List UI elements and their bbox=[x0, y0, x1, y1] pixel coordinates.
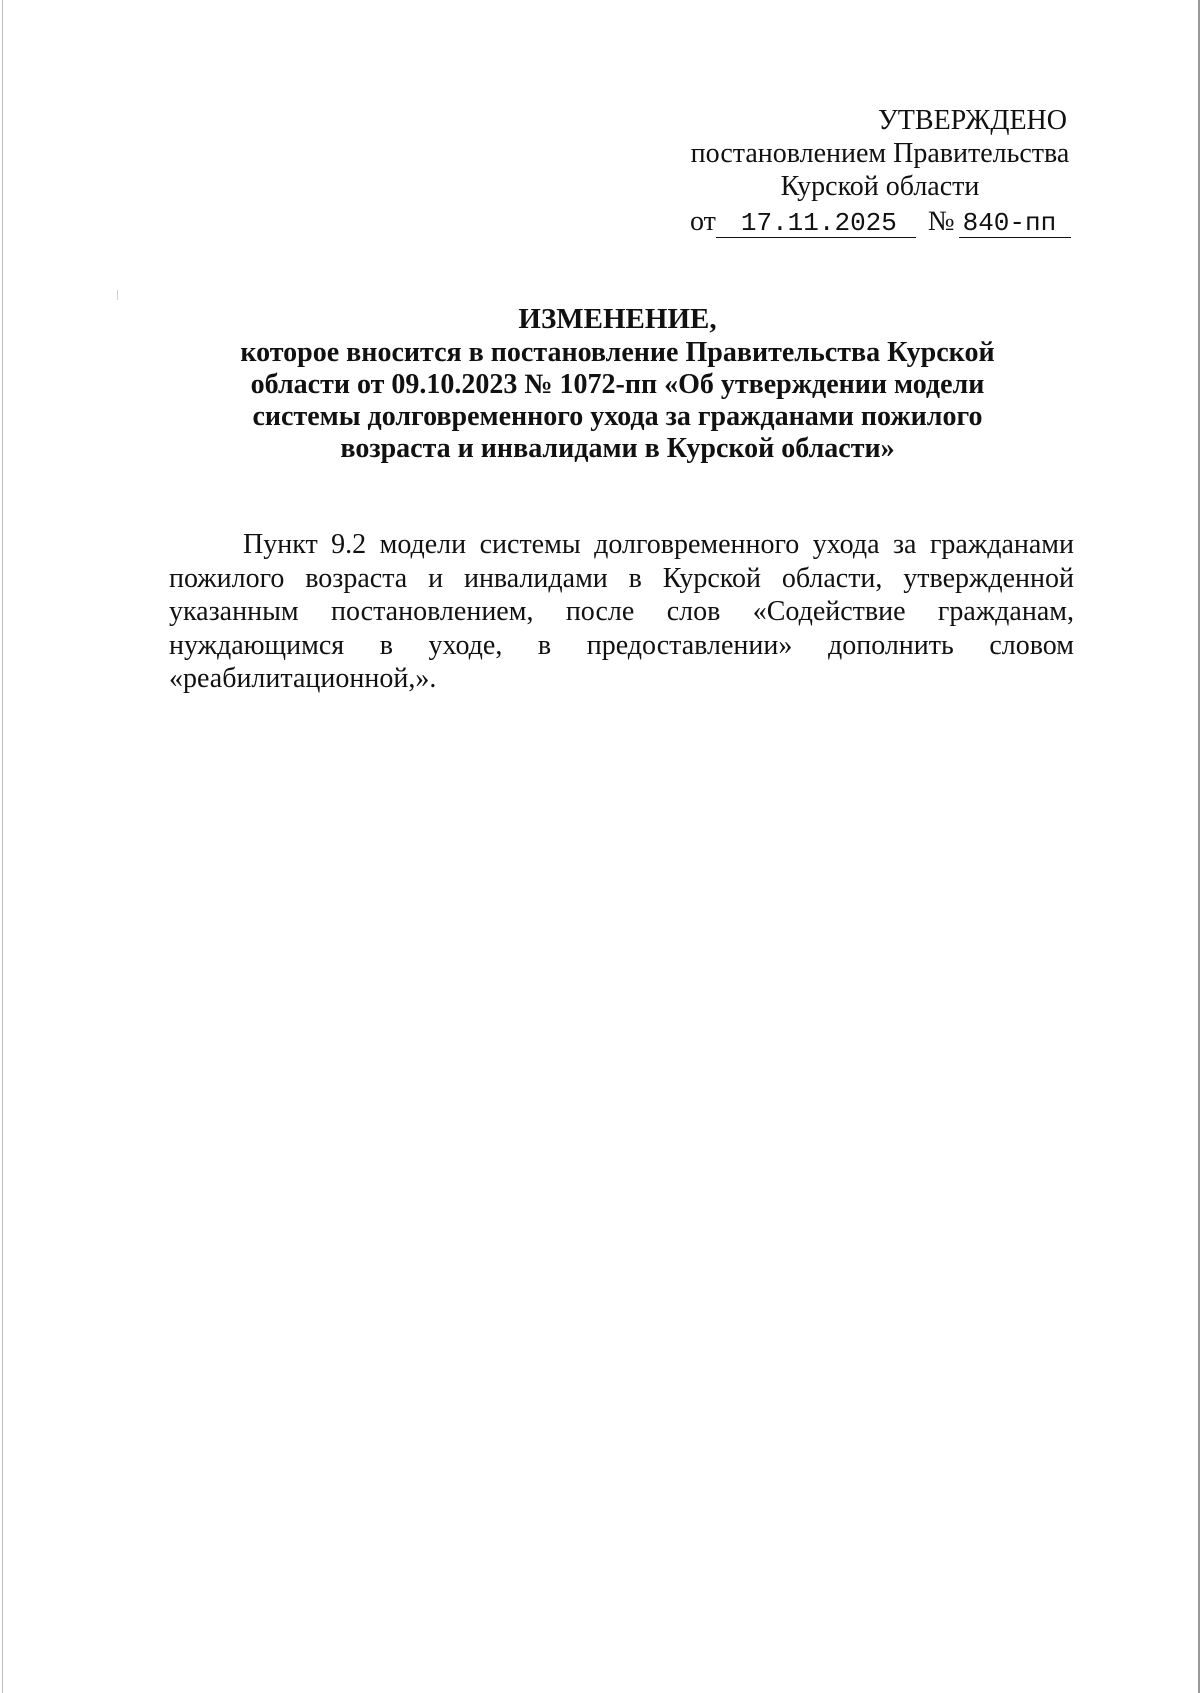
title-subtitle-line: возраста и инвалидами в Курской области» bbox=[340, 433, 895, 464]
body-line: нуждающимся в уходе, в предоставлении» дополнить словом bbox=[169, 629, 1074, 661]
scan-artifact bbox=[117, 290, 118, 300]
title-subtitle bbox=[160, 337, 1075, 465]
approval-date-row bbox=[660, 205, 1100, 238]
body-paragraph bbox=[169, 528, 1074, 696]
scan-edge-left bbox=[2, 0, 3, 1693]
approval-line-decree: постановлением Правительства bbox=[690, 138, 1070, 169]
approval-block bbox=[660, 104, 1100, 238]
body-line: Пункт 9.2 модели системы долговременного ухода за гражданами bbox=[243, 529, 1074, 560]
body-line: «реабилитационной,». bbox=[169, 663, 437, 694]
title-subtitle-line: области от 09.10.2023 № 1072-пп «Об утверждении модели bbox=[250, 369, 985, 400]
date-prefix: от bbox=[690, 206, 716, 237]
approval-line-region: Курской области bbox=[780, 171, 980, 202]
number-prefix: № bbox=[927, 206, 955, 237]
body-line: указанным постановлением, после слов «Содействие гражданам, bbox=[169, 596, 1074, 627]
title-subtitle-line: которое вносится в постановление Правительства Курской bbox=[240, 337, 995, 368]
document-title bbox=[160, 303, 1075, 465]
approval-date: 17.11.2025 bbox=[716, 209, 916, 238]
title-subtitle-line: системы долговременного ухода за гражданами пожилого bbox=[252, 401, 983, 432]
title-main: ИЗМЕНЕНИЕ, bbox=[518, 303, 717, 335]
approval-number: 840-пп bbox=[959, 209, 1071, 238]
body-line: пожилого возраста и инвалидами в Курской области, утвержденной bbox=[169, 562, 1074, 594]
approval-heading: УТВЕРЖДЕНО bbox=[877, 105, 1067, 136]
